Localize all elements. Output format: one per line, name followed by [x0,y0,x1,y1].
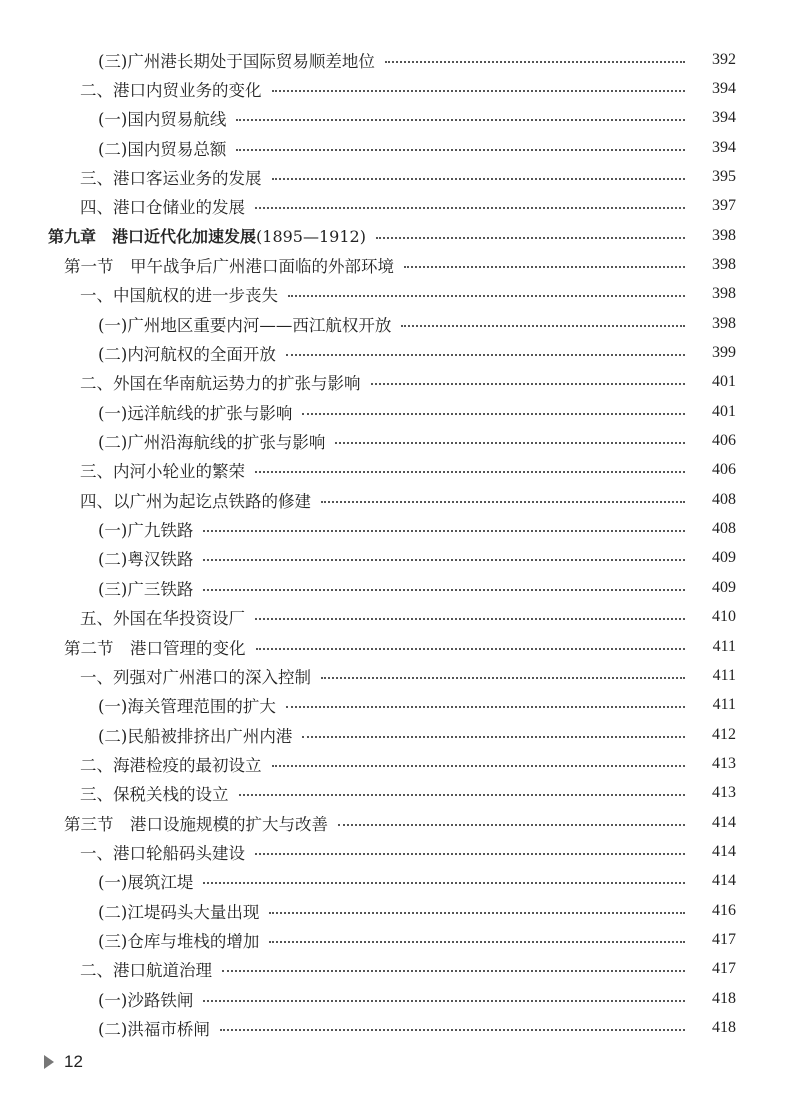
toc-page-number: 412 [712,725,736,743]
toc-page-number: 417 [712,931,736,948]
dot-leader [203,1000,685,1002]
toc-entry[interactable] [0,926,790,955]
toc-entry-title [80,458,245,482]
toc-title-text: 四、以广州为起讫点铁路的修建 [80,491,311,511]
dot-leader [255,207,685,209]
toc-entry[interactable] [0,808,790,837]
toc-entry-title [80,282,278,306]
toc-page-number: 414 [712,872,736,890]
page-number: 12 [64,1052,83,1071]
toc-entry-title [80,781,229,805]
toc-title-text: 二、港口航道治理 [80,961,212,981]
toc-entry[interactable] [0,397,790,426]
toc-title-text: 第三节 港口设施规模的扩大与改善 [64,814,328,834]
toc-title-text: 一、港口轮船码头建设 [80,843,245,863]
toc-page-number: 408 [712,520,736,538]
dot-leader [220,1029,685,1031]
toc-title-text: 第九章 港口近代化加速发展 [48,227,257,247]
toc-page-number: 414 [712,842,736,860]
toc-page-number: 394 [712,109,736,127]
toc-entry[interactable] [0,837,790,866]
toc-page-number: 408 [712,490,736,508]
toc-page-number: 414 [712,813,736,831]
toc-entry[interactable] [0,573,790,602]
dot-leader [321,677,685,679]
toc-entry-title [98,400,292,424]
toc-entry-title [98,341,276,365]
toc-page-number: 406 [712,461,736,479]
toc-title-text: (二)内河航权的全面开放 [98,345,276,364]
toc-page-number: 394 [712,79,736,97]
toc-entry[interactable] [0,74,790,103]
toc-title-text: (二)民船被排挤出广州内港 [98,726,293,746]
toc-entry[interactable] [0,1014,790,1043]
dot-leader [272,765,686,767]
toc-page-number: 411 [712,637,736,655]
toc-entry-title [80,165,262,189]
toc-entry[interactable] [0,104,790,133]
toc-title-text: (二)粤汉铁路 [98,550,194,570]
toc-title-suffix: (1895—1912) [256,227,366,247]
toc-entry[interactable] [0,309,790,338]
toc-page-number: 413 [712,754,736,772]
toc-entry[interactable] [0,691,790,720]
toc-entry-title [98,429,325,453]
toc-title-text: (一)海关管理范围的扩大 [98,697,276,717]
toc-entry-title [64,635,246,659]
toc-title-text: 二、港口内贸业务的变化 [80,80,262,100]
dot-leader [272,90,686,92]
toc-title-text: 第一节 甲午战争后广州港口面临的外部环境 [64,256,394,276]
toc-title-text: (一)沙路铁闸 [98,990,194,1010]
dot-leader [335,442,685,444]
toc-entry[interactable] [0,955,790,984]
toc-entry-title [98,136,226,160]
dot-leader [239,794,686,796]
dot-leader [401,325,685,327]
dot-leader [404,266,685,268]
dot-leader [302,413,685,415]
toc-entry-title [98,928,259,952]
toc-page-number: 395 [712,167,736,185]
toc-page-number: 398 [712,255,736,273]
dot-leader [269,912,685,914]
toc-page-number: 398 [712,314,736,332]
toc-entry-title [80,957,212,981]
dot-leader [236,119,685,121]
toc-page-number: 411 [712,666,736,684]
toc-title-text: (一)远洋航线的扩张与影响 [98,403,293,423]
toc-entry-title [98,106,226,130]
dot-leader [286,354,685,356]
toc-entry[interactable] [0,749,790,778]
dot-leader [203,530,685,532]
toc-title-text: 二、海港检疫的最初设立 [80,755,262,775]
toc-page-number: 409 [712,578,736,596]
toc-title-text: (三)广州港长期处于国际贸易顺差地位 [98,51,375,71]
toc-title-text: 五、外国在华投资设厂 [80,609,245,629]
toc-title-text: 三、保税关栈的设立 [80,785,229,805]
dot-leader [376,237,685,239]
toc-page-number: 394 [712,138,736,156]
toc-entry-title [80,77,262,101]
toc-entry[interactable] [0,779,790,808]
toc-entry[interactable] [0,162,790,191]
toc-entry-title [98,723,292,747]
dot-leader [255,618,685,620]
toc-entry-title [98,576,193,600]
toc-title-text: (二)广州沿海航线的扩张与影响 [98,433,326,453]
toc-title-text: (二)洪福市桥闸 [98,1020,210,1040]
toc-title-text: (二)江堤码头大量出现 [98,902,260,922]
toc-entry-title [98,546,193,570]
dot-leader [203,882,685,884]
toc-title-text: (一)广州地区重要内河——西江航权开放 [98,315,392,335]
toc-entry[interactable] [0,45,790,74]
toc-entry[interactable] [0,544,790,573]
dot-leader [338,824,685,826]
toc-page-number: 401 [712,373,736,391]
toc-entry[interactable] [0,632,790,661]
toc-page-number: 397 [712,197,736,215]
toc-title-text: (三)广三铁路 [98,579,194,599]
toc-entry-title [98,312,391,336]
toc-title-text: (三)仓库与堆栈的增加 [98,932,260,951]
toc-entry-title [98,1016,210,1040]
toc-title-text: (一)展筑江堤 [98,873,194,893]
toc-entry-title [98,693,276,717]
toc-entry-title [80,840,245,864]
toc-page-number: 392 [712,50,736,68]
toc-page-number: 417 [712,960,736,978]
dot-leader [236,149,685,151]
toc-page-number: 416 [712,901,736,919]
toc-page-number: 398 [712,285,736,303]
toc-entry-title [80,370,361,394]
toc-entry[interactable] [0,485,790,514]
toc-entry-title [98,899,259,923]
toc-title-text: 二、外国在华南航运势力的扩张与影响 [80,374,361,394]
dot-leader [272,178,686,180]
toc-title-text: 一、中国航权的进一步丧失 [80,286,278,306]
toc-entry-title [80,752,262,776]
toc-entry-title [80,605,245,629]
triangle-marker-icon [44,1055,54,1069]
toc-entry[interactable] [0,984,790,1013]
toc-entry-title [98,869,193,893]
toc-page-number: 410 [712,608,736,626]
dot-leader [203,589,685,591]
toc-entry[interactable] [0,661,790,690]
toc-entry-title [80,194,245,218]
dot-leader [302,736,685,738]
toc-entry[interactable] [0,896,790,925]
toc-title-text: 四、港口仓储业的发展 [80,198,245,218]
toc-page-number: 409 [712,549,736,567]
toc-entry-title [98,987,193,1011]
toc-page-number: 418 [712,1019,736,1037]
toc-page-number: 406 [712,432,736,450]
toc-entry[interactable] [0,250,790,279]
toc-entry[interactable] [0,427,790,456]
dot-leader [256,648,686,650]
toc-entry-title [80,664,311,688]
toc-page-number: 398 [712,226,736,244]
dot-leader [255,853,685,855]
toc-page-number: 411 [712,696,736,714]
toc-entry[interactable] [0,867,790,896]
dot-leader [255,471,685,473]
dot-leader [203,559,685,561]
toc-title-text: 第二节 港口管理的变化 [64,638,246,658]
toc-entry[interactable] [0,339,790,368]
toc-entry[interactable] [0,603,790,632]
toc-entry-title [98,517,193,541]
toc-chapter-entry[interactable] [0,221,790,250]
toc-entry[interactable] [0,456,790,485]
toc-entry-title [64,253,394,277]
toc-entry[interactable] [0,515,790,544]
dot-leader [321,501,685,503]
toc-entry-title [48,224,366,247]
page-footer [44,1052,83,1072]
dot-leader [371,383,686,385]
toc-title-text: 三、港口客运业务的发展 [80,168,262,188]
toc-title-text: (一)国内贸易航线 [98,110,227,130]
dot-leader [222,970,685,972]
dot-leader [269,941,685,943]
toc-page-number: 413 [712,784,736,802]
toc-page-number: 401 [712,402,736,420]
toc-entry[interactable] [0,280,790,309]
toc-entry[interactable] [0,133,790,162]
toc-title-text: (二)国内贸易总额 [98,139,227,159]
toc-entry-title [80,488,311,512]
toc-page-number: 399 [712,344,736,361]
toc-entry-title [64,811,328,835]
toc-page-number: 418 [712,989,736,1007]
toc-entry[interactable] [0,192,790,221]
toc-title-text: (一)广九铁路 [98,521,194,541]
toc-entry[interactable] [0,368,790,397]
dot-leader [286,706,685,708]
dot-leader [385,61,685,63]
dot-leader [288,295,685,297]
toc-entry-title [98,48,375,72]
toc-title-text: 三、内河小轮业的繁荣 [80,462,245,482]
toc-title-text: 一、列强对广州港口的深入控制 [80,667,311,687]
toc-entry[interactable] [0,720,790,749]
